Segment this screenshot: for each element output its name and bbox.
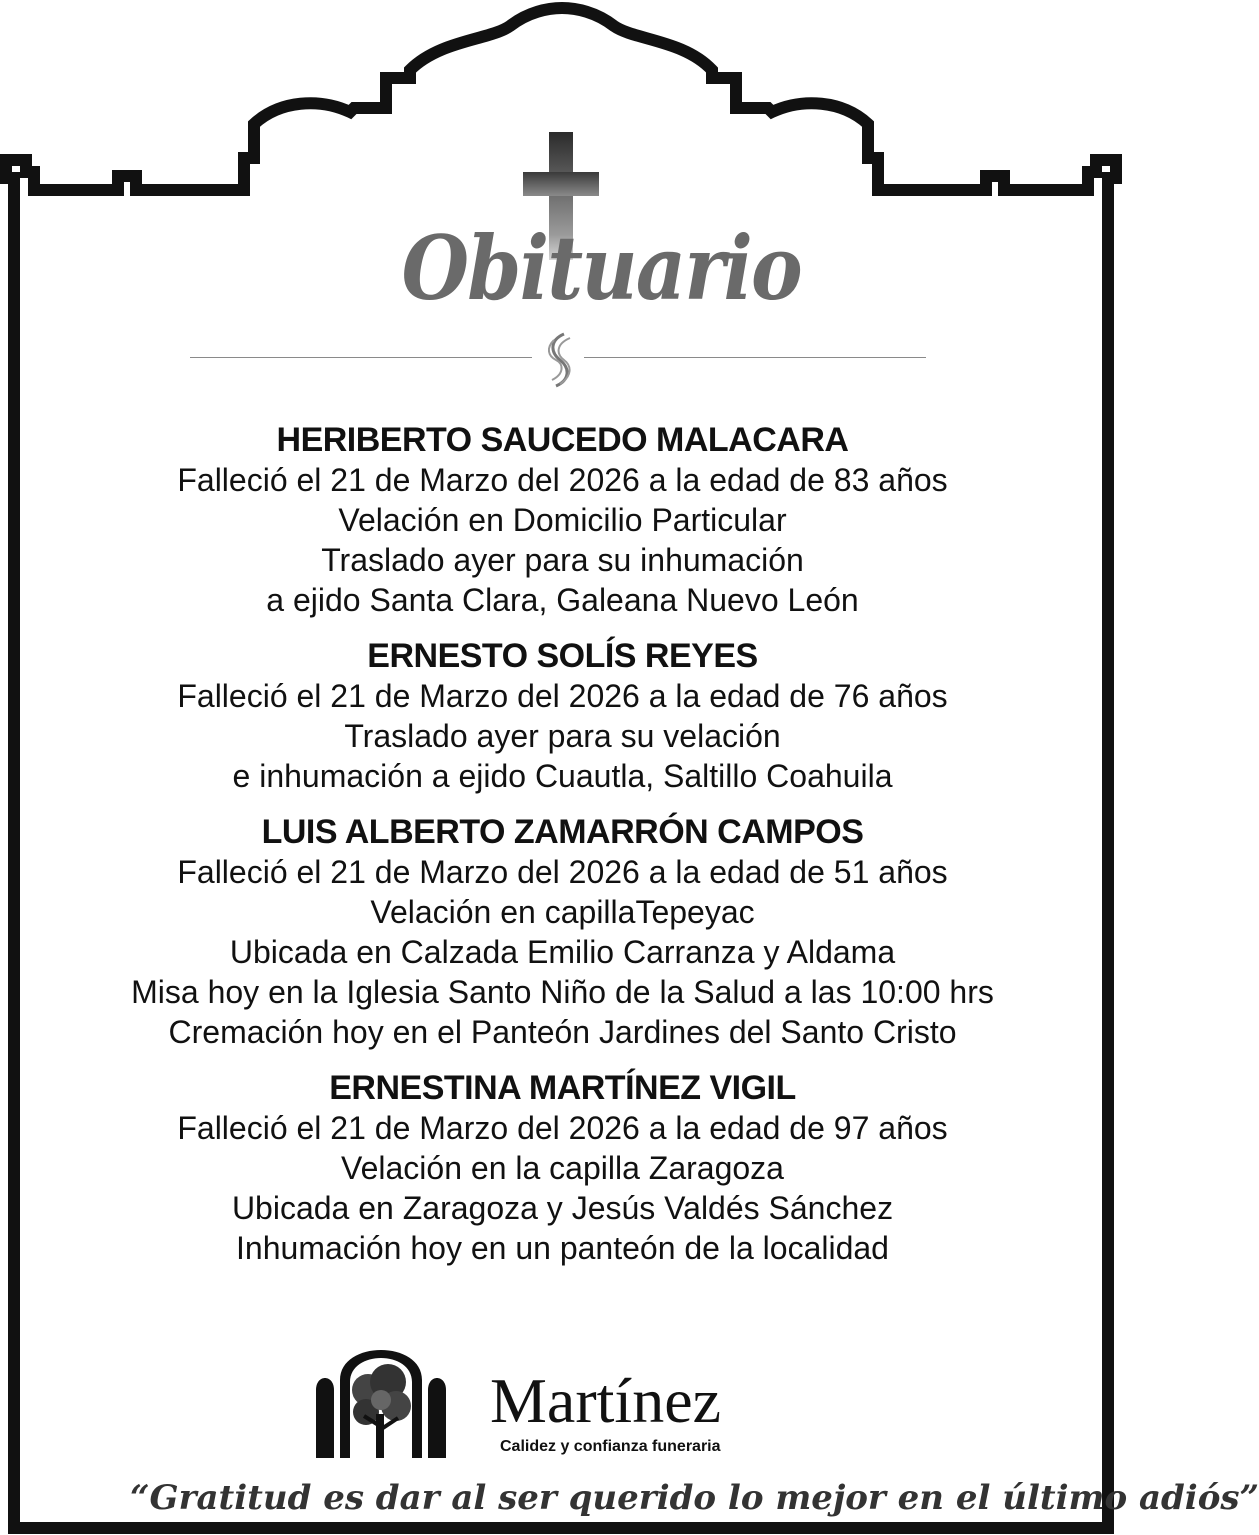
entry-line: Misa hoy en la Iglesia Santo Niño de la Salud a las 10:00 hrs (131, 974, 994, 1010)
page-title: Obituario (401, 216, 801, 320)
entry-line: Falleció el 21 de Marzo del 2026 a la edad de 76 años (177, 678, 948, 714)
entry-line: Velación en capillaTepeyac (370, 894, 755, 930)
divider-left (190, 357, 532, 358)
divider-right (584, 357, 926, 358)
entry-line: Cremación hoy en el Panteón Jardines del Santo Cristo (168, 1014, 957, 1050)
entry-line: Velación en Domicilio Particular (338, 502, 787, 538)
entry-line: Ubicada en Zaragoza y Jesús Valdés Sánchez (231, 1190, 894, 1226)
entry-line: Inhumación hoy en un panteón de la localidad (236, 1230, 889, 1266)
entry-line: Traslado ayer para su inhumación (321, 542, 804, 578)
entry-line: Falleció el 21 de Marzo del 2026 a la edad de 51 años (177, 854, 948, 890)
entry-line: Velación en la capilla Zaragoza (341, 1150, 784, 1186)
deceased-name: ERNESTINA MARTÍNEZ VIGIL (329, 1069, 796, 1107)
brand-name: Martínez (490, 1365, 721, 1436)
obituary-entry (40, 812, 1085, 1052)
obituary-entry (40, 1068, 1085, 1268)
obituary-entry (40, 420, 1085, 620)
entry-line: Traslado ayer para su velación (344, 718, 781, 754)
entry-line: Falleció el 21 de Marzo del 2026 a la edad de 97 años (177, 1110, 948, 1146)
deceased-name: HERIBERTO SAUCEDO MALACARA (276, 421, 849, 459)
entry-line: Ubicada en Calzada Emilio Carranza y Aldama (229, 934, 896, 970)
brand-slogan: Calidez y confianza funeraria (500, 1438, 721, 1455)
section-ornament-icon (542, 330, 578, 390)
entry-line: Falleció el 21 de Marzo del 2026 a la edad de 83 años (177, 462, 948, 498)
deceased-name: LUIS ALBERTO ZAMARRÓN CAMPOS (261, 813, 864, 851)
funeral-home-logo-icon (316, 1340, 446, 1458)
entry-line: a ejido Santa Clara, Galeana Nuevo León (266, 582, 859, 618)
obituary-list (40, 420, 1085, 1284)
obituary-entry (40, 636, 1085, 796)
closing-motto: “Gratitud es dar al ser querido lo mejor en el último adiós” (130, 1478, 1259, 1518)
entry-line: e inhumación a ejido Cuautla, Saltillo Coahuila (232, 758, 893, 794)
deceased-name: ERNESTO SOLÍS REYES (367, 637, 758, 675)
